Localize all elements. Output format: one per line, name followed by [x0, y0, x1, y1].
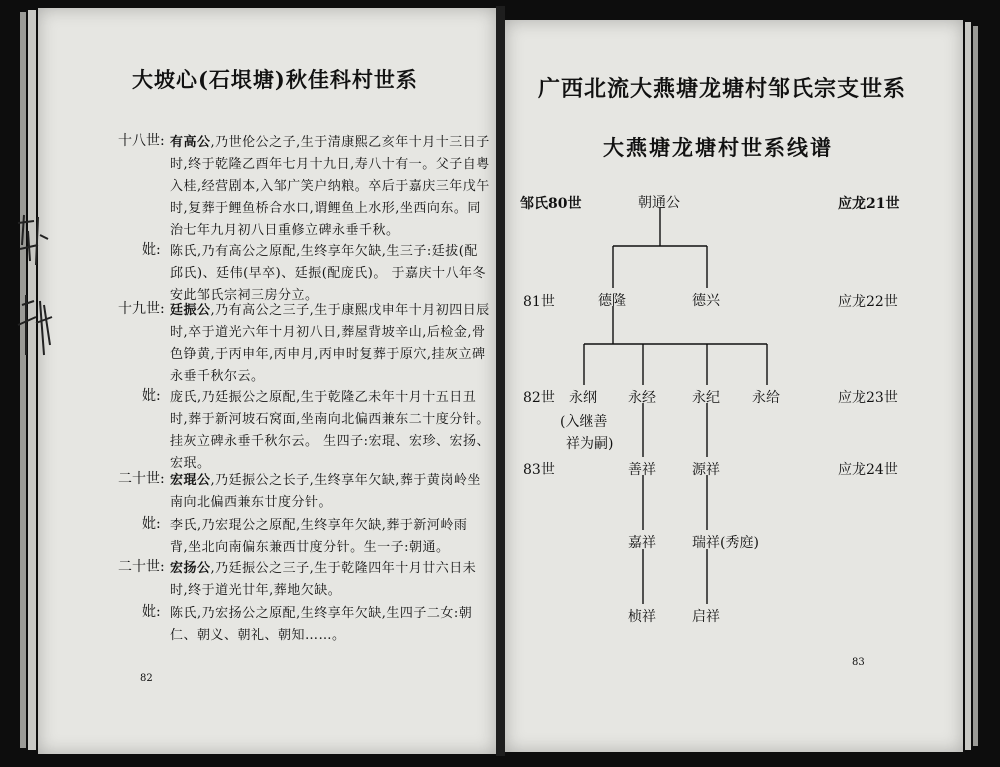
- right-page: [505, 20, 963, 752]
- ancestor-name: 有高公: [170, 135, 211, 150]
- entry-line: 宏扬公,乃廷振公之三子,生于乾隆四年十月廿六日未: [170, 561, 477, 576]
- generation-label: 82世: [523, 390, 555, 406]
- ancestor-name: 宏琨公: [170, 473, 211, 488]
- wife-line: 仁、朝义、朝礼、朝知……。: [170, 628, 346, 643]
- entry-line: 时,卒于道光六年十月初八日,葬屋背坡辛山,后检金,骨: [170, 325, 486, 340]
- page-number: 82: [140, 673, 153, 684]
- wife-line: 陈氏,乃有高公之原配,生终享年欠缺,生三子:廷拔(配: [170, 244, 478, 259]
- page-edge: [965, 22, 971, 750]
- generation-label: 二十世:: [118, 559, 165, 575]
- generation-label: 十八世:: [118, 133, 165, 149]
- wife-line: 宏珉。: [170, 456, 211, 471]
- page-edge: [20, 12, 26, 748]
- tree-node: 永纪: [692, 390, 720, 406]
- diagram-title: 大燕塘龙塘村世系线谱: [603, 135, 833, 160]
- tree-node: 善祥: [628, 462, 656, 478]
- right-page-title: 广西北流大燕塘龙塘村邹氏宗支世系: [538, 76, 907, 102]
- wife-line: 挂灰立碑永垂千秋尔云。 生四子:宏琨、宏珍、宏扬、: [170, 434, 491, 449]
- handwriting-mark: [14, 205, 56, 375]
- generation-label: 应龙24世: [838, 462, 898, 478]
- wife-line: 李氏,乃宏琨公之原配,生终享年欠缺,葬于新河岭雨: [170, 518, 468, 533]
- page-number: 83: [852, 657, 865, 668]
- tree-node: 德隆: [598, 293, 626, 309]
- tree-node: 启祥: [692, 609, 720, 625]
- entry-line: 治七年九月初八日重修立碑永垂千秋。: [170, 223, 400, 238]
- tree-node: 源祥: [692, 462, 720, 478]
- entry-line: 永垂千秋尔云。: [170, 369, 265, 384]
- ancestor-name: 廷振公: [170, 303, 211, 318]
- tree-node-note: 祥为嗣): [566, 436, 614, 452]
- wife-line: 陈氏,乃宏扬公之原配,生终享年欠缺,生四子二女:朝: [170, 606, 473, 621]
- entry-line: 南向北偏西兼东廿度分针。: [170, 495, 333, 510]
- entry-line: 有高公,乃世伦公之子,生于清康熙乙亥年十月十三日子: [170, 135, 490, 150]
- tree-node-root: 朝通公: [638, 195, 680, 211]
- entry-line: 廷振公,乃有高公之三子,生于康熙戊申年十月初四日辰: [170, 303, 490, 318]
- entry-line: 时,复葬于鲤鱼桥合水口,谓鲤鱼上水形,坐西向东。同: [170, 201, 481, 216]
- left-page-title: 大坡心(石垠塘)秋佳科村世系: [132, 67, 418, 92]
- tree-node: 桢祥: [628, 609, 656, 625]
- entry-line: 时,终于道光廿年,葬地欠缺。: [170, 583, 342, 598]
- page-edge: [28, 10, 36, 750]
- tree-node: 永给: [752, 390, 780, 406]
- tree-node: 瑞祥(秀庭): [692, 535, 759, 551]
- generation-label: 二十世:: [118, 471, 165, 487]
- page-edge: [973, 26, 978, 746]
- ancestor-name: 宏扬公: [170, 561, 211, 576]
- generation-label: 应龙22世: [838, 294, 898, 310]
- generation-label: 应龙21世: [838, 196, 900, 212]
- generation-label: 83世: [523, 462, 555, 478]
- wife-line: 时,葬于新河坡石窝面,坐南向北偏西兼东二十度分针。: [170, 412, 490, 427]
- tree-node: 永纲: [569, 390, 597, 406]
- entry-line: 时,终于乾隆乙酉年七月十九日,寿八十有一。父子自粤: [170, 157, 490, 172]
- tree-node: 永经: [628, 390, 656, 406]
- tree-node-note: (入继善: [560, 414, 608, 430]
- tree-node: 德兴: [692, 293, 720, 309]
- wife-line: 邱氏)、廷伟(早卒)、廷振(配庞氏)。 于嘉庆十八年冬: [170, 266, 486, 281]
- wife-line: 庞氏,乃廷振公之原配,生于乾隆乙未年十月十五日丑: [170, 390, 477, 405]
- wife-line: 安此邹氏宗祠三房分立。: [170, 288, 319, 303]
- generation-label: 邹氏80世: [520, 196, 582, 212]
- book-spine: [496, 6, 505, 756]
- wife-label: 妣:: [142, 604, 161, 620]
- generation-label: 十九世:: [118, 301, 165, 317]
- wife-label: 妣:: [142, 388, 161, 404]
- wife-label: 妣:: [142, 516, 161, 532]
- wife-line: 背,坐北向南偏东兼西廿度分针。生一子:朝通。: [170, 540, 450, 555]
- wife-label: 妣:: [142, 242, 161, 258]
- generation-label: 81世: [523, 294, 555, 310]
- generation-label: 应龙23世: [838, 390, 898, 406]
- entry-line: 入桂,经营剧本,入邹广笑户纳粮。卒后于嘉庆三年戊午: [170, 179, 490, 194]
- entry-line: 宏琨公,乃廷振公之长子,生终享年欠缺,葬于黄岗岭坐: [170, 473, 481, 488]
- entry-line: 色铮黄,于丙申年,丙申月,丙申时复葬于原穴,挂灰立碑: [170, 347, 486, 362]
- tree-node: 嘉祥: [628, 535, 656, 551]
